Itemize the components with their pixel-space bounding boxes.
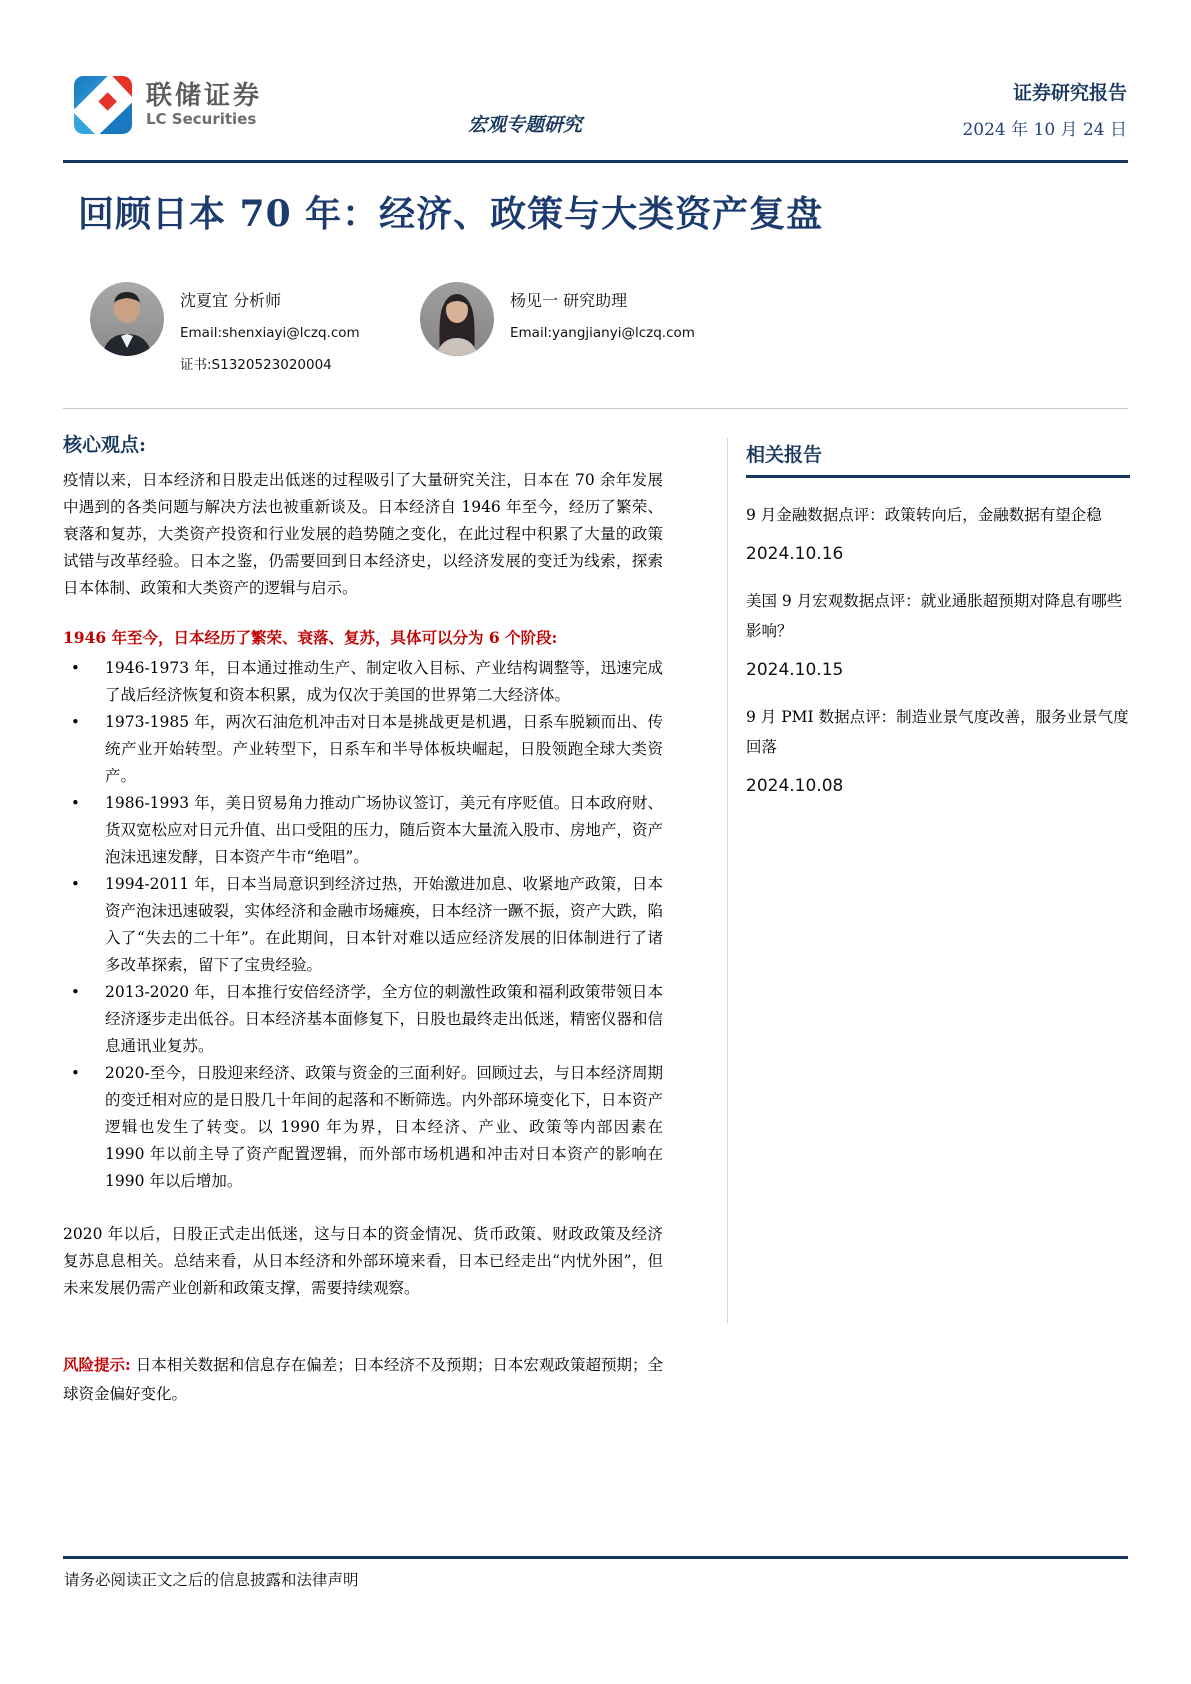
analyst-1-info [180,282,360,373]
core-view-section [63,430,663,1409]
stage-item-4: • 1994-2011 年，日本当局意识到经济过热，开始激进加息、收紧地产政策，日本资产泡沫迅速破裂，实体经济和金融市场瘫痪，日本经济一蹶不振，资产大跌，陷入了“失去的二十年”。在此期间，日本针对难以适应经济发展的旧体制进行了诸多改革探索，留下了宝贵经验。 [63,871,663,979]
report-type-label: 证券研究报告 [1012,82,1127,104]
related-report-1-date: 2024.10.16 [746,544,844,564]
analyst-1-name: 沈夏宜 分析师 [180,291,282,310]
related-report-1 [746,500,1130,564]
analyst-2-info [510,282,695,356]
analyst-2-name: 杨见一 研究助理 [510,291,628,310]
section-divider [63,408,1128,409]
brand-name-en: LC Securities [146,110,257,128]
analyst-2-email: Email:yangjianyi@lczq.com [510,325,695,341]
stage-item-5: • 2013-2020 年，日本推行安倍经济学，全方位的刺激性政策和福利政策带领日本经济逐步走出低谷。日本经济基本面修复下，日股也最终走出低迷，精密仪器和信息通讯业复苏。 [63,979,663,1060]
risk-paragraph [63,1350,663,1409]
core-view-heading: 核心观点: [63,434,147,456]
stage-item-1: • 1946-1973 年，日本通过推动生产、制定收入目标、产业结构调整等，迅速完成了战后经济恢复和资本积累，成为仅次于美国的世界第二大经济体。 [63,655,663,709]
related-report-3-date: 2024.10.08 [746,776,844,796]
stages-heading: 1946 年至今，日本经历了繁荣、衰落、复苏，具体可以分为 6 个阶段: [63,628,558,647]
brand-text [146,82,262,128]
report-date: 2024 年 10 月 24 日 [962,120,1127,140]
lc-securities-logo-icon [74,76,132,134]
brand-name-cn: 联储证券 [146,81,263,111]
core-intro-paragraph: 疫情以来，日本经济和日股走出低迷的过程吸引了大量研究关注，日本在 70 余年发展中遇到的各类问题与解决方法也被重新谈及。日本经济自 1946 年至今，经历了繁荣、衰落和复苏，大类资产投资和行业发展的趋势随之变化，在此过程中积累了大量的政策试错与改革经验。日本之鉴，仍需要回到日本经济史，以经济发展的变迁为线索，探索日本体制、政策和大类资产的逻辑与启示。 [63,471,663,597]
footer-disclaimer: 请务必阅读正文之后的信息披露和法律声明 [64,1571,359,1589]
stage-item-2: • 1973-1985 年，两次石油危机冲击对日本是挑战更是机遇，日系车脱颖而出、传统产业开始转型。产业转型下，日系车和半导体板块崛起，日股领跑全球大类资产。 [63,709,663,790]
related-report-1-title: 9 月金融数据点评：政策转向后，金融数据有望企稳 [746,506,1102,524]
page-title: 回顾日本 70 年：经济、政策与大类资产复盘 [78,193,824,235]
related-report-3 [746,702,1130,796]
risk-text: 日本相关数据和信息存在偏差；日本经济不及预期；日本宏观政策超预期；全球资金偏好变化。 [63,1356,663,1403]
header-divider [63,160,1128,163]
related-report-3-title: 9 月 PMI 数据点评：制造业景气度改善，服务业景气度回落 [746,708,1129,756]
analyst-2-avatar [420,282,494,356]
analyst-1-email: Email:shenxiayi@lczq.com [180,325,360,341]
footer-divider [63,1556,1128,1559]
conclusion-paragraph: 2020 年以后，日股正式走出低迷，这与日本的资金情况、货币政策、财政政策及经济复苏息息相关。总结来看，从日本经济和外部环境来看，日本已经走出“内忧外困”，但未来发展仍需产业创新和政策支撑，需要持续观察。 [63,1225,663,1297]
related-reports-section [746,440,1130,796]
stage-item-3: • 1986-1993 年，美日贸易角力推动广场协议签订，美元有序贬值。日本政府财、货双宽松应对日元升值、出口受阻的压力，随后资本大量流入股市、房地产，资产泡沫迅速发酵，日本资产牛市“绝唱”。 [63,790,663,871]
related-report-2 [746,586,1130,680]
related-reports-underline [746,475,1130,478]
stage-list [63,655,663,1195]
sidebar-divider [727,438,728,1323]
risk-label: 风险提示: [63,1355,131,1374]
related-report-2-title: 美国 9 月宏观数据点评：就业通胀超预期对降息有哪些影响？ [746,592,1123,640]
analyst-1-cert: 证书:S1320523020004 [180,357,332,373]
stage-item-6: • 2020-至今，日股迎来经济、政策与资金的三面利好。回顾过去，与日本经济周期的变迁相对应的是日股几十年间的起落和不断筛选。内外部环境变化下，日本资产逻辑也发生了转变。以 1990 年为界，日本经济、产业、政策等内部因素在 1990 年以前主导了资产配置逻辑，而外部市场机遇和冲击对日本资产的影响在 1990 年以后增加。 [63,1060,663,1195]
brand-logo [74,76,262,134]
header-right [962,78,1127,140]
report-category: 宏观专题研究 [467,114,582,136]
related-reports-heading: 相关报告 [746,444,823,466]
related-report-2-date: 2024.10.15 [746,660,844,680]
analyst-card-2 [420,282,695,356]
analyst-card-1 [90,282,360,373]
analyst-1-avatar [90,282,164,356]
